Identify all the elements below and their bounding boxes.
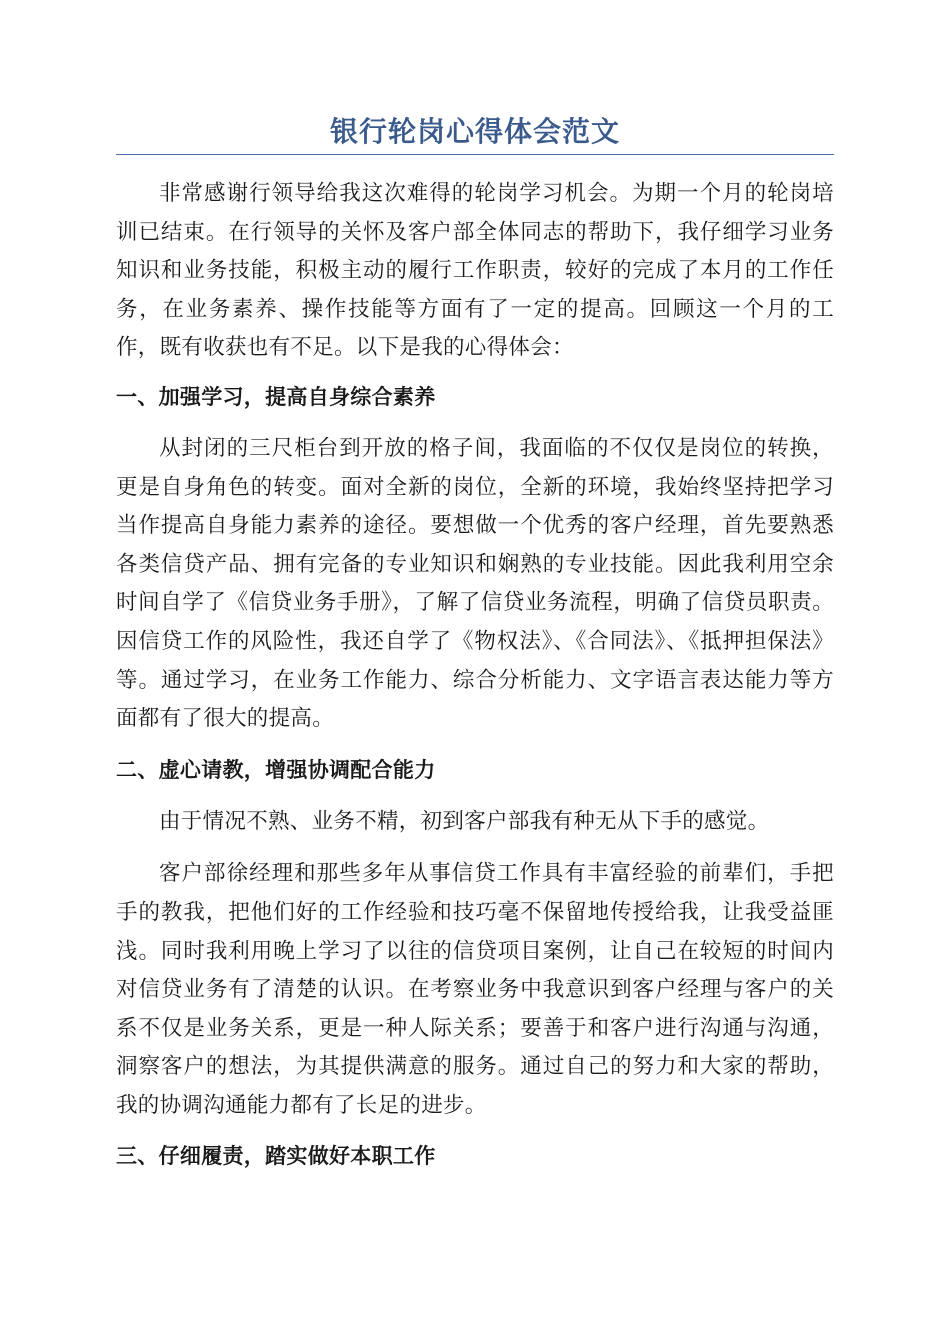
document-title: 银行轮岗心得体会范文 [329,115,620,148]
section-1-paragraph-1: 从封闭的三尺柜台到开放的格子间，我面临的不仅仅是岗位的转换，更是自身角色的转变。面对全新的岗位，全新的环境，我始终坚持把学习当作提高自身能力素养的途径。要想做一个优秀的客户经理，首先要熟悉各类信贷产品、拥有完备的专业知识和娴熟的专业技能。因此我利用空余时间自学了《信贷业务手册》，了解了信贷业务流程，明确了信贷员职责。因信贷工作的风险性，我还自学了《物权法》、《合同法》、《抵押担保法》等。通过学习，在业务工作能力、综合分析能力、文字语言表达能力等方面都有了很大的提高。 [116,435,834,732]
intro-paragraph: 非常感谢行领导给我这次难得的轮岗学习机会。为期一个月的轮岗培训已结束。在行领导的关怀及客户部全体同志的帮助下，我仔细学习业务知识和业务技能，积极主动的履行工作职责，较好的完成了本月的工作任务，在业务素养、操作技能等方面有了一定的提高。回顾这一个月的工作，既有收获也有不足。以下是我的心得体会： [116,181,834,361]
section-2-paragraph-2: 客户部徐经理和那些多年从事信贷工作具有丰富经验的前辈们，手把手的教我，把他们好的工作经验和技巧毫不保留地传授给我，让我受益匪浅。同时我利用晚上学习了以往的信贷项目案例，让自己在较短的时间内对信贷业务有了清楚的认识。在考察业务中我意识到客户经理与客户的关系不仅是业务关系，更是一种人际关系；要善于和客户进行沟通与沟通，洞察客户的想法，为其提供满意的服务。通过自己的努力和大家的帮助，我的协调沟通能力都有了长足的进步。 [116,861,834,1118]
section-1-heading: 一、加强学习，提高自身综合素养 [116,384,436,409]
section-2-heading: 二、虚心请教，增强协调配合能力 [116,757,436,782]
title-underline [116,154,834,155]
section-2-paragraph-1: 由于情况不熟、业务不精，初到客户部我有种无从下手的感觉。 [159,808,770,834]
document-page [116,112,834,1189]
section-3-heading: 三、仔细履责，踏实做好本职工作 [116,1144,436,1169]
